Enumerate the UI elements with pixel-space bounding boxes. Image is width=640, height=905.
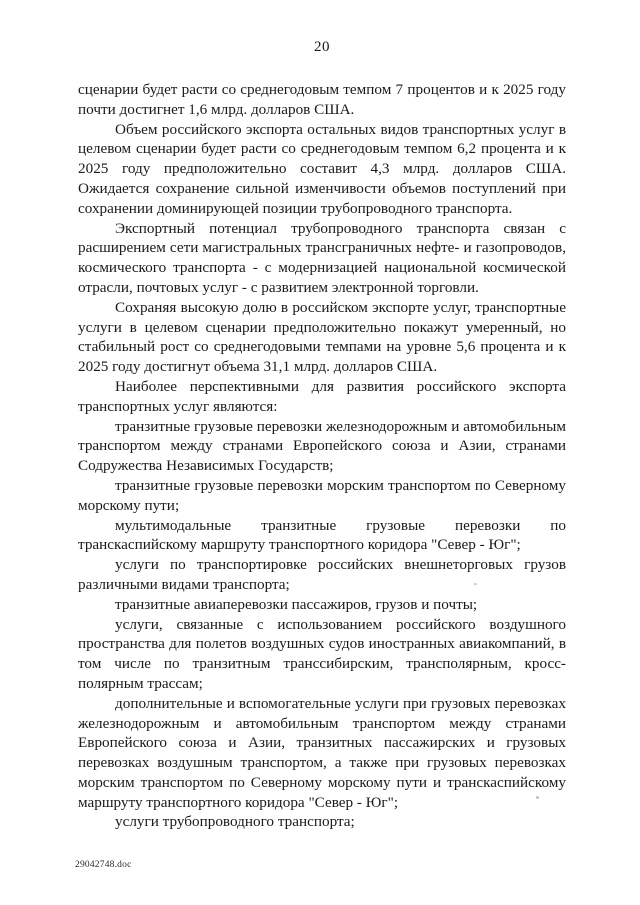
page-number: 20	[314, 39, 330, 55]
paragraph: Наиболее перспективными для развития российского экспорта транспортных услуг являются:	[78, 377, 566, 415]
list-item-paragraph: транзитные авиаперевозки пассажиров, грузов и почты;	[115, 595, 478, 613]
list-item-paragraph: услуги по транспортировке российских внешнеторговых грузов различными видами транспорта;	[78, 556, 566, 593]
list-item-paragraph: транзитные грузовые перевозки железнодорожным и автомобильным транспортом между странами Европейского союза и Азии, странами Содружества Независимых Государств;	[78, 417, 566, 475]
list-item-paragraph: мультимодальные транзитные грузовые перевозки по транскаспийскому маршруту транспортного коридора "Север - Юг";	[78, 516, 566, 554]
scan-artifact-dot	[536, 796, 539, 799]
list-item-paragraph: дополнительные и вспомогательные услуги при грузовых перевозках железнодорожным и автомобильным транспортом между странами Европейского союза и Азии, транзитных пассажирских и грузовых перевозках воздушным транспортом, а также при грузовых перевозках морским транспортом по Северному морскому пути и транскаспийскому маршруту транспортного коридора "Север - Юг";	[78, 694, 566, 811]
scan-artifact-dot	[474, 583, 477, 585]
footer-filename: 29042748.doc	[75, 860, 132, 870]
paragraph: Объем российского экспорта остальных видов транспортных услуг в целевом сценарии будет расти со среднегодовым темпом 6,2 процента и к 2025 году предположительно составит 4,3 млрд. долларов США. Ожидается сохранение сильной изменчивости объемов поступлений при сохранении доминирующей позиции трубопроводного транспорта.	[78, 120, 566, 217]
document-body	[78, 80, 566, 832]
paragraph: Экспортный потенциал трубопроводного транспорта связан с расширением сети магистральных трансграничных нефте- и газопроводов, космического транспорта - с модернизацией национальной космической отрасли, почтовых услуг - с развитием электронной торговли.	[78, 219, 566, 296]
list-item-paragraph: услуги трубопроводного транспорта;	[115, 813, 355, 831]
list-item-paragraph: транзитные грузовые перевозки морским транспортом по Северному морскому пути;	[78, 476, 566, 514]
paragraph: Сохраняя высокую долю в российском экспорте услуг, транспортные услуги в целевом сценарии предположительно покажут умеренный, но стабильный рост со среднегодовыми темпами на уровне 5,6 процента и к 2025 году достигнут объема 31,1 млрд. долларов США.	[78, 298, 566, 376]
paragraph-continuation: сценарии будет расти со среднегодовым темпом 7 процентов и к 2025 году почти достигнет 1,6 млрд. долларов США.	[78, 81, 566, 118]
list-item-paragraph: услуги, связанные с использованием российского воздушного пространства для полетов воздушных судов иностранных авиакомпаний, в том числе по транзитным транссибирским, трансполярным, кросс-полярным трассам;	[78, 615, 566, 692]
